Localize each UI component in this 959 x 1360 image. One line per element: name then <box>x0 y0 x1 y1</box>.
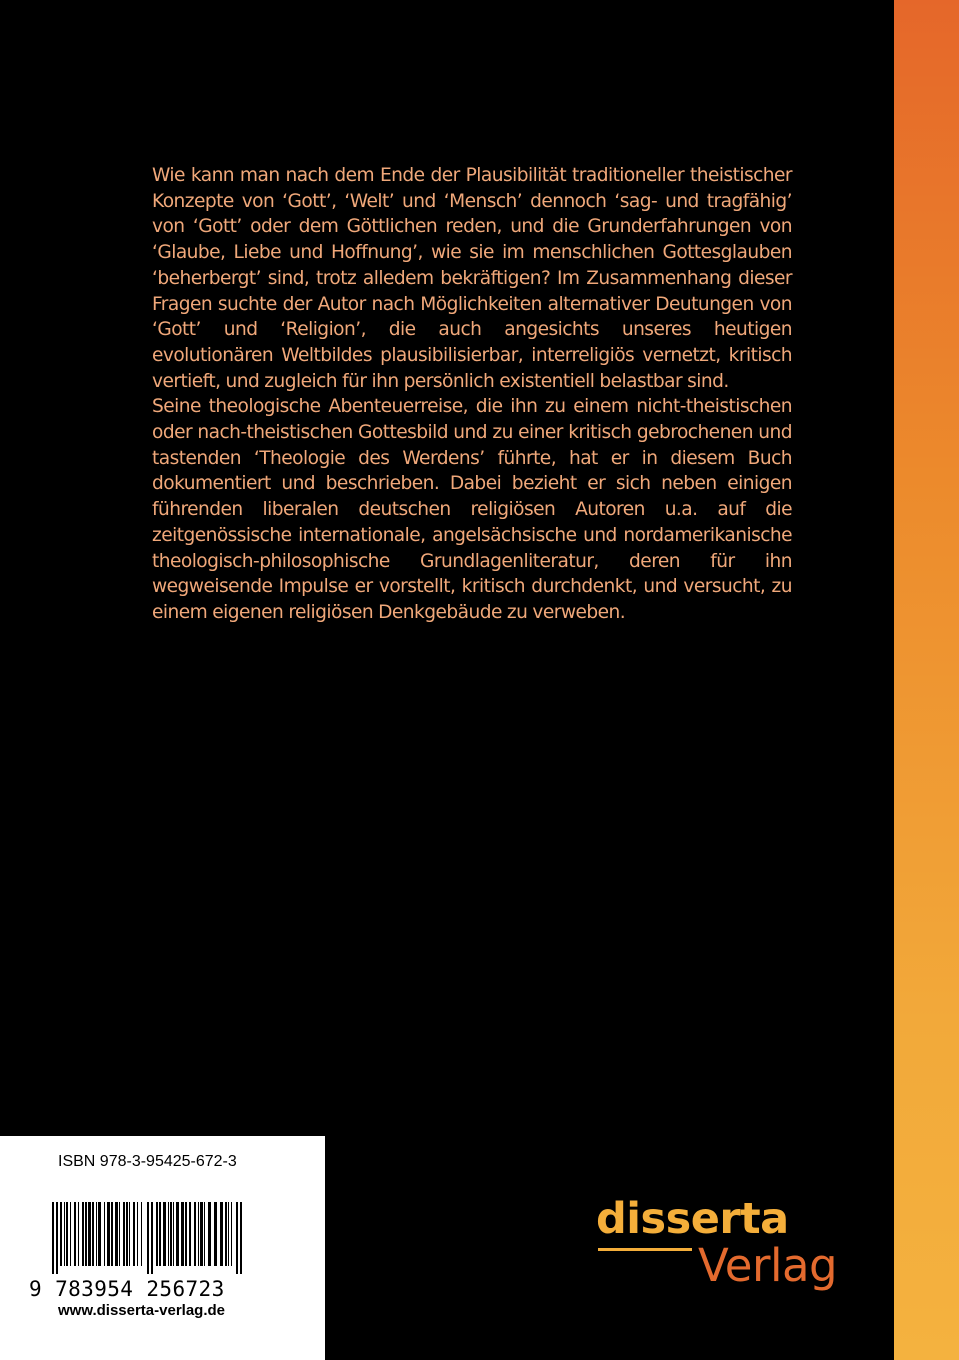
barcode-bar <box>198 1202 199 1266</box>
barcode-bar <box>56 1202 58 1274</box>
barcode-bar <box>66 1202 68 1266</box>
barcode <box>0 1202 325 1278</box>
barcode-digits: 9 783954 256723 <box>29 1277 225 1301</box>
orange-spine-strip <box>894 0 959 1360</box>
barcode-bar <box>137 1202 138 1266</box>
publisher-url: www.disserta-verlag.de <box>58 1302 226 1319</box>
blurb-paragraph-1: Wie kann man nach dem Ende der Plausibilität traditioneller theistischer Konzepte von ‘Gott’, ‘Welt’ und ‘Mensch’ dennoch ‘sag- und tragfähig’ von ‘Gott’ oder dem Göttlichen reden, und die Grunderfahrungen von ‘Glaube, Liebe und Hoffnung’, wie sie im menschlichen Gottesglauben ‘beherbergt’ sind, trotz alledem bekräftigen? Im Zusammenhang dieser Fragen suchte der Autor nach Möglichkeiten alternativer Deutungen von ‘Gott’ und ‘Religion’, die auch angesichts unseres heutigen evolutionären Weltbildes plausibilisierbar, interreligiös vernetzt, kritisch vertieft, und zugleich für ihn persönlich existentiell belastbar sind. <box>152 165 792 392</box>
barcode-bar <box>141 1202 142 1266</box>
logo-wordmark-verlag: Verlag <box>698 1239 838 1292</box>
barcode-bar <box>173 1202 174 1266</box>
barcode-bar <box>170 1202 172 1266</box>
barcode-bar <box>70 1202 71 1266</box>
barcode-bar <box>185 1202 187 1266</box>
barcode-bar <box>163 1202 166 1266</box>
barcode-bar <box>156 1202 158 1266</box>
barcode-bar <box>111 1202 113 1266</box>
barcode-bar <box>92 1202 94 1266</box>
barcode-bar <box>147 1202 149 1274</box>
disserta-verlag-logo <box>596 1194 856 1314</box>
blurb-text <box>152 163 792 626</box>
barcode-bar <box>133 1202 135 1266</box>
barcode-bar <box>181 1202 184 1266</box>
barcode-bar <box>78 1202 79 1266</box>
barcode-bar <box>129 1202 130 1266</box>
barcode-bar <box>236 1202 238 1274</box>
barcode-bar <box>208 1202 211 1266</box>
barcode-bar <box>194 1202 196 1266</box>
barcode-bar <box>123 1202 125 1266</box>
barcode-bar <box>85 1202 87 1266</box>
barcode-bar <box>74 1202 76 1266</box>
barcode-bar <box>204 1202 205 1266</box>
barcode-bar <box>115 1202 118 1266</box>
barcode-bar <box>240 1202 242 1274</box>
barcode-bar <box>176 1202 179 1266</box>
barcode-bar <box>52 1202 54 1274</box>
logo-divider-line <box>598 1248 692 1251</box>
isbn-label: ISBN 978-3-95425-672-3 <box>58 1153 237 1170</box>
barcode-bar <box>159 1202 161 1266</box>
barcode-bar <box>104 1202 105 1266</box>
logo-wordmark-disserta: disserta <box>596 1194 789 1244</box>
barcode-bar <box>119 1202 120 1266</box>
barcode-bar <box>231 1202 232 1266</box>
barcode-bar <box>200 1202 203 1266</box>
barcode-bar <box>107 1202 110 1266</box>
barcode-bar <box>60 1202 62 1266</box>
barcode-panel <box>0 1136 325 1360</box>
barcode-bar <box>151 1202 153 1274</box>
barcode-bar <box>64 1202 65 1266</box>
barcode-bar <box>225 1202 227 1266</box>
barcode-bar <box>82 1202 84 1266</box>
barcode-bar <box>98 1202 101 1266</box>
blurb-paragraph-2: Seine theologische Abenteuerreise, die ihn zu einem nicht-theistischen oder nach-theistischen Gottesbild und zu einer kritisch gebrochenen und tastenden ‘Theologie des Werdens’ führte, hat er in diesem Buch dokumentiert und beschrieben. Dabei bezieht er sich neben einigen führenden liberalen deutschen religiösen Autoren u.a. auf die zeitgenössische internationale, angelsächsische und nordamerikanische theologisch-philosophische Grundlagenliteratur, deren für ihn wegweisende Impulse er vorstellt, kritisch durchdenkt, und versucht, zu einem eigenen religiösen Denkgebäude zu verweben. <box>152 396 792 623</box>
barcode-bar <box>220 1202 223 1266</box>
barcode-bar <box>88 1202 91 1266</box>
barcode-bar <box>168 1202 169 1266</box>
barcode-bar <box>189 1202 191 1266</box>
barcode-bar <box>126 1202 128 1266</box>
barcode-bar <box>214 1202 217 1266</box>
barcode-bar <box>96 1202 97 1266</box>
barcode-bar <box>228 1202 229 1266</box>
